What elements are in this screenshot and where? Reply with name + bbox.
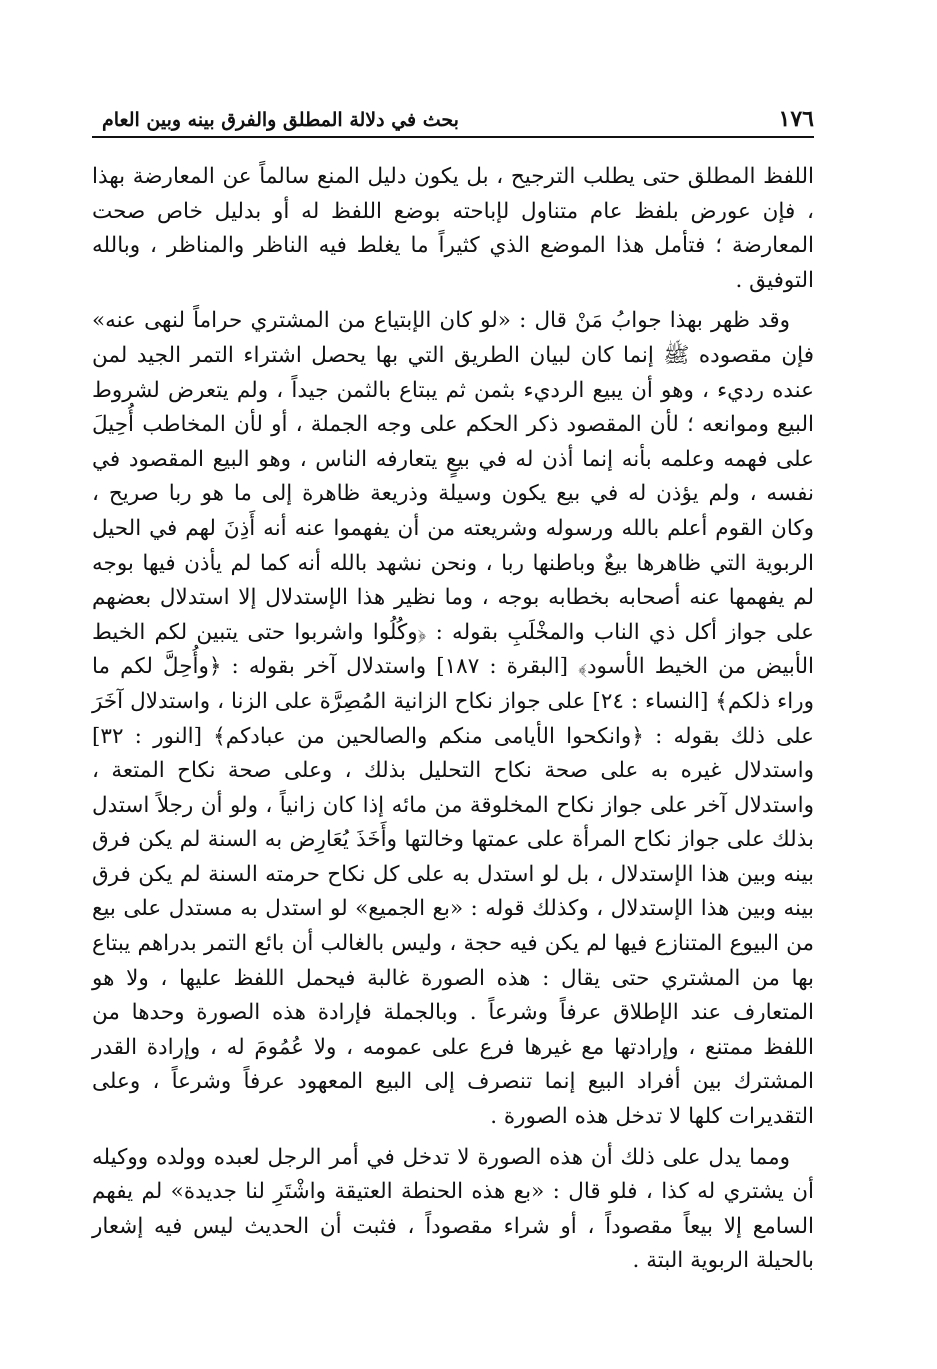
page-number: ١٧٦ [778, 106, 814, 132]
page-header [92, 96, 814, 138]
body-text [92, 160, 814, 1279]
running-title: بحث في دلالة المطلق والفرق بينه وبين العام [92, 111, 459, 130]
paragraph: وقد ظهر بهذا جوابُ مَنْ قال : «لو كان الإبتياع من المشتري حراماً لنهى عنه» فإن مقصوده ﷺ إنما كان لبيان الطريق التي بها يحصل اشتراء التمر الجيد لمن عنده رديء ، وهو أن يبيع الرديء بثمن ثم يبتاع بالثمن جيداً ، ولم يتعرض لشروط البيع وموانعه ؛ لأن المقصود ذكر الحكم على وجه الجملة ، أو لأن المخاطب أُحِيلَ على فهمه وعلمه بأنه إنما أذن له في بيعٍ يتعارفه الناس ، وهو البيع المقصود في نفسه ، ولم يؤذن له في بيع يكون وسيلة وذريعة ظاهرة إلى ما هو ربا صريح ، وكان القوم أعلم بالله ورسوله وشريعته من أن يفهموا عنه أنه أَذِنَ لهم في الحيل الربوية التي ظاهرها بيعٌ وباطنها ربا ، ونحن نشهد بالله أنه كما لم يأذن فيها بوجه لم يفهمها عنه أصحابه بخطابه بوجه ، وما نظير هذا الإستدلال إلا استدلال بعضهم على جواز أكل ذي الناب والمخْلَبِ بقوله : ﴿وكُلُوا واشربوا حتى يتبين لكم الخيط الأبيض من الخيط الأسود﴾ [البقرة : ١٨٧] واستدلال آخر بقوله : ﴿وأُحِلَّ لكم ما وراء ذلكم﴾ [النساء : ٢٤] على جواز نكاح الزانية المُصِرَّة على الزنا ، واستدلال آخَرَ على ذلك بقوله : ﴿وانكحوا الأيامى منكم والصالحين من عبادكم﴾ [النور : ٣٢] واستدلال غيره به على صحة نكاح التحليل بذلك ، وعلى صحة نكاح المتعة ، واستدلال آخر على جواز نكاح المخلوقة من مائه إذا كان زانياً ، ولو أن رجلاً استدل بذلك على جواز نكاح المرأة على عمتها وخالتها وأَخَذَ يُعَارِض به السنة لم يكن فرق بينه وبين هذا الإستدلال ، بل لو استدل به على كل نكاح حرمته السنة لم يكن فرق بينه وبين هذا الإستدلال ، وكذلك قوله : «بع الجميع» لو استدل به مستدل على بيع من البيوع المتنازع فيها لم يكن فيه حجة ، وليس بالغالب أن بائع التمر بدراهم يبتاع بها من المشتري حتى يقال : هذه الصورة غالبة فيحمل اللفظ عليها ، ولا هو المتعارف عند الإطلاق عرفاً وشرعاً . وبالجملة فإرادة هذه الصورة وحدها من اللفظ ممتنع ، وإرادتها مع غيرها فرع على عمومه ، ولا عُمُومَ له ، وإرادة القدر المشترك بين أفراد البيع إنما تنصرف إلى البيع المعهود عرفاً وشرعاً ، وعلى التقديرات كلها لا تدخل هذه الصورة . [92, 308, 814, 1130]
paragraph: اللفظ المطلق حتى يطلب الترجيح ، بل يكون دليل المنع سالماً عن المعارضة بهذا ، فإن عورض بلفظ عام متناول لإباحته بوضع اللفظ له أو بدليل خاص صحت المعارضة ؛ فتأمل هذا الموضع الذي كثيراً ما يغلط فيه الناظر والمناظر ، وبالله التوفيق . [92, 164, 814, 293]
book-page [92, 96, 814, 1285]
paragraph: ومما يدل على ذلك أن هذه الصورة لا تدخل في أمر الرجل لعبده وولده ووكيله أن يشتري له كذا ، فلو قال : «بع هذه الحنطة العتيقة واشْتَرِ لنا جديدة» لم يفهم السامع إلا بيعاً مقصوداً ، أو شراء مقصوداً ، فثبت أن الحديث ليس فيه إشعار بالحيلة الربوية البتة . [92, 1144, 814, 1274]
